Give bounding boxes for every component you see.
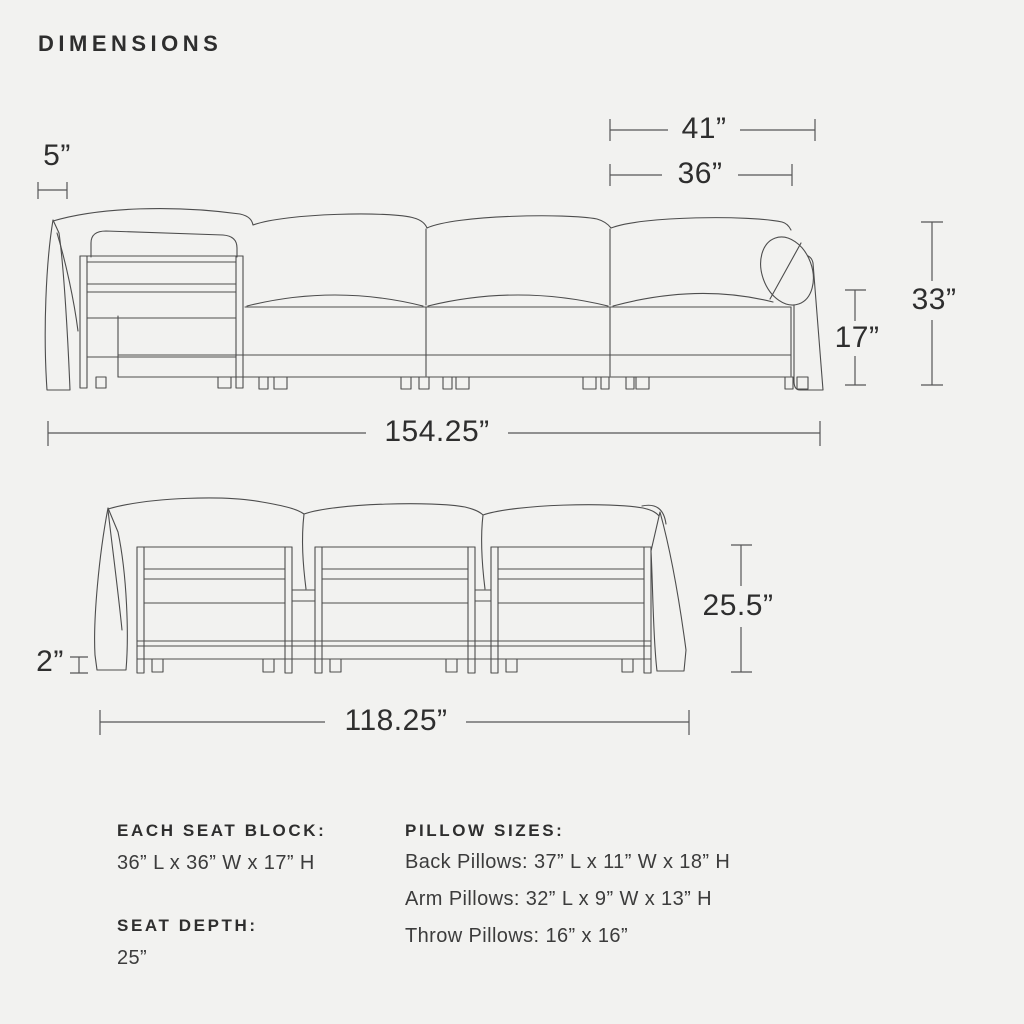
front-view-drawing <box>45 209 823 390</box>
front-feet <box>259 377 808 389</box>
pillow-sizes-back: Back Pillows: 37” L x 11” W x 18” H <box>405 851 731 873</box>
dim-label-module-with-arm: 41” <box>681 112 727 145</box>
pillow-sizes-arm: Arm Pillows: 32” L x 9” W x 13” H <box>405 888 712 910</box>
back-frame-module <box>315 547 475 673</box>
dim-line-arm-width <box>38 182 67 199</box>
dim-label-leg-height: 2” <box>36 645 64 678</box>
dim-label-back-width: 118.25” <box>344 704 448 737</box>
seat-block-value: 36” L x 36” W x 17” H <box>117 852 315 874</box>
back-right-arm <box>651 512 686 671</box>
dim-label-arm-width: 5” <box>43 139 71 172</box>
front-back-silhouette <box>53 209 791 230</box>
corner-frame <box>80 256 243 388</box>
pillow-sizes-throw: Throw Pillows: 16” x 16” <box>405 925 628 947</box>
dim-label-overall-width: 154.25” <box>384 415 490 448</box>
back-view-drawing <box>95 498 686 673</box>
dim-label-module-width: 36” <box>677 157 723 190</box>
dim-label-back-height: 25.5” <box>702 589 774 622</box>
corner-cushion <box>91 231 237 257</box>
back-frame-module <box>137 547 292 673</box>
seat-depth-heading: SEAT DEPTH: <box>117 916 258 935</box>
pillow-sizes-heading: PILLOW SIZES: <box>405 821 565 840</box>
page-title: DIMENSIONS <box>38 31 223 56</box>
seat-block-heading: EACH SEAT BLOCK: <box>117 821 327 840</box>
dim-line-leg-height <box>70 657 88 673</box>
back-frame-module <box>491 547 651 673</box>
dim-label-overall-height: 33” <box>911 283 957 316</box>
back-silhouette <box>108 498 661 519</box>
seat-depth-value: 25” <box>117 947 148 969</box>
dim-label-seat-height: 17” <box>834 321 880 354</box>
front-left-arm <box>45 220 70 390</box>
